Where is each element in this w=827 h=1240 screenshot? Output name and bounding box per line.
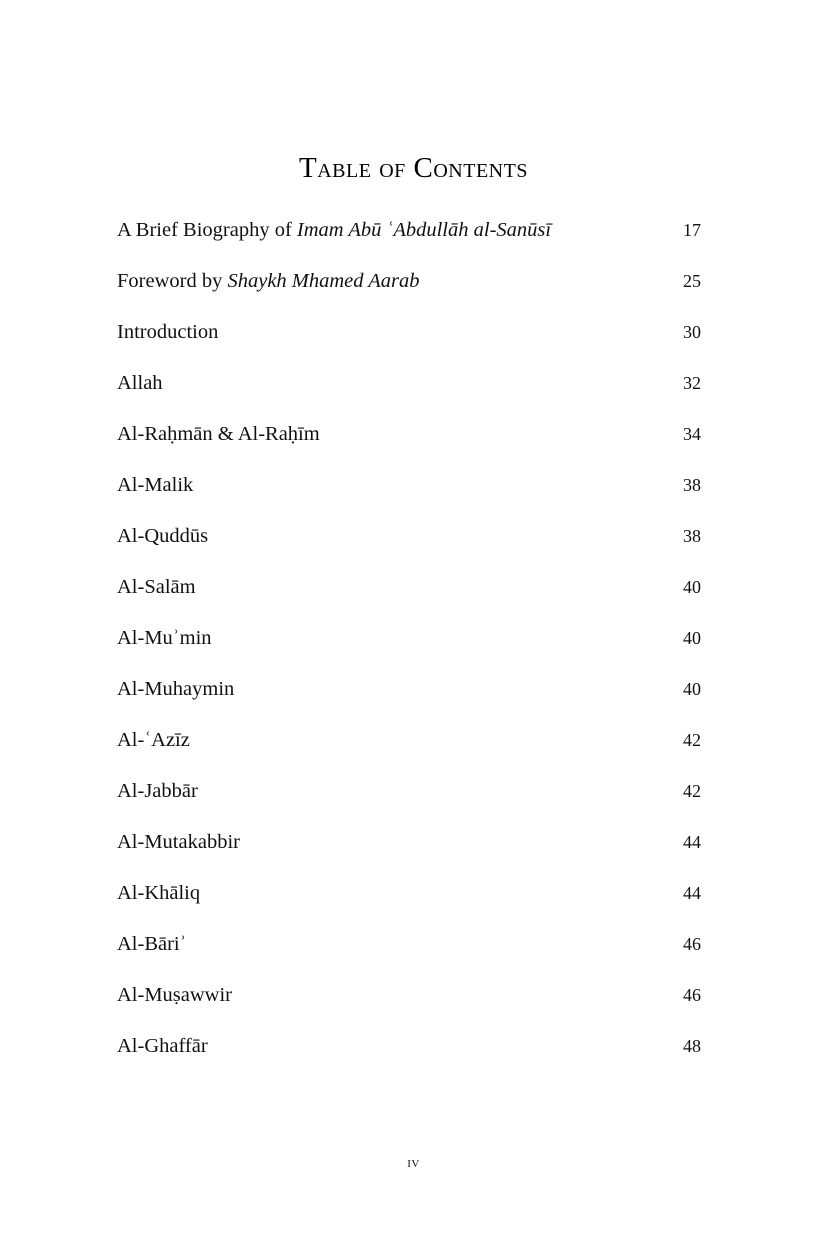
toc-entry-text: Al-Ghaffār [117, 1035, 208, 1057]
toc-entry[interactable] [117, 218, 711, 269]
toc-entry-text-italic: Imam Abū ʿAbdullāh al-Sanūsī [296, 219, 552, 241]
toc-entry-label [117, 422, 320, 447]
toc-entry-page-number: 42 [683, 781, 701, 801]
toc-entry-label [117, 371, 163, 396]
toc-entry-page-number: 44 [683, 832, 701, 852]
page-title: Table of Contents [299, 152, 528, 184]
toc-entry[interactable] [117, 422, 711, 473]
toc-entry-text: Al-Malik [117, 474, 194, 496]
toc-entry-page-number: 38 [683, 475, 701, 495]
toc-entry-label [117, 473, 193, 498]
toc-entry-label [117, 320, 218, 345]
toc-entry-text: Foreword by [117, 270, 228, 292]
toc-entry[interactable] [117, 626, 711, 677]
toc-entry-page-number: 40 [683, 577, 701, 597]
toc-entry-page-number: 32 [683, 373, 701, 393]
toc-entry[interactable] [117, 371, 711, 422]
toc-entry-page-number: 44 [683, 883, 701, 903]
toc-entry-page-number: 46 [683, 934, 701, 954]
toc-entry-page-number: 48 [683, 1036, 701, 1056]
toc-entry[interactable] [117, 473, 711, 524]
toc-entry-text: Al-Bāriʾ [117, 933, 187, 955]
toc-entry-text-italic: Shaykh Mhamed Aarab [227, 270, 420, 292]
toc-entry[interactable] [117, 677, 711, 728]
toc-entry-label [117, 830, 240, 855]
toc-entry-page-number: 34 [683, 424, 701, 444]
toc-entry-text: Al-Quddūs [117, 525, 209, 547]
toc-entry-text: Al-Mutakabbir [117, 831, 240, 853]
toc-entry[interactable] [117, 269, 711, 320]
toc-entry-text: Al-Muṣawwir [117, 984, 233, 1006]
toc-entry-label [117, 881, 200, 906]
toc-entry-page-number: 17 [683, 220, 701, 240]
toc-entry[interactable] [117, 932, 711, 983]
toc-entry-label [117, 1034, 208, 1059]
toc-entry-text: Introduction [117, 321, 219, 343]
toc-entry-page-number: 40 [683, 628, 701, 648]
toc-entry-text: Al-ʿAzīz [117, 729, 190, 751]
toc-entry-text: Al-Khāliq [117, 882, 201, 904]
toc-entry[interactable] [117, 779, 711, 830]
toc-entry-label [117, 983, 232, 1008]
toc-entry-page-number: 38 [683, 526, 701, 546]
toc-entry-label [117, 269, 420, 294]
toc-entry[interactable] [117, 1034, 711, 1085]
toc-entry-text: Al-Jabbār [117, 780, 198, 802]
toc-entry-page-number: 42 [683, 730, 701, 750]
toc-entry-label [117, 626, 212, 651]
page-folio-number: iv [407, 1155, 420, 1171]
toc-entry[interactable] [117, 524, 711, 575]
toc-entry-text: Al-Salām [117, 576, 196, 598]
toc-entry-page-number: 30 [683, 322, 701, 342]
toc-entry-label [117, 677, 234, 702]
toc-entry-text: Al-Raḥmān & Al-Raḥīm [117, 423, 320, 445]
toc-entry[interactable] [117, 830, 711, 881]
toc-entry-page-number: 25 [683, 271, 701, 291]
toc-entry-text: A Brief Biography of [117, 219, 297, 241]
toc-entry[interactable] [117, 881, 711, 932]
toc-entry-text: Al-Muhaymin [117, 678, 235, 700]
toc-entry-label [117, 575, 196, 600]
toc-entry-label [117, 218, 551, 243]
toc-entry[interactable] [117, 320, 711, 371]
toc-entry[interactable] [117, 575, 711, 626]
toc-entry-page-number: 46 [683, 985, 701, 1005]
toc-entry-text: Al-Muʾmin [117, 627, 212, 649]
toc-entry-label [117, 524, 208, 549]
toc-entry-page-number: 40 [683, 679, 701, 699]
toc-entry[interactable] [117, 983, 711, 1034]
toc-entry-label [117, 932, 186, 957]
table-of-contents-list [117, 218, 711, 1085]
toc-entry-label [117, 779, 198, 804]
toc-entry-text: Allah [117, 372, 163, 394]
toc-entry-label [117, 728, 190, 753]
toc-entry[interactable] [117, 728, 711, 779]
